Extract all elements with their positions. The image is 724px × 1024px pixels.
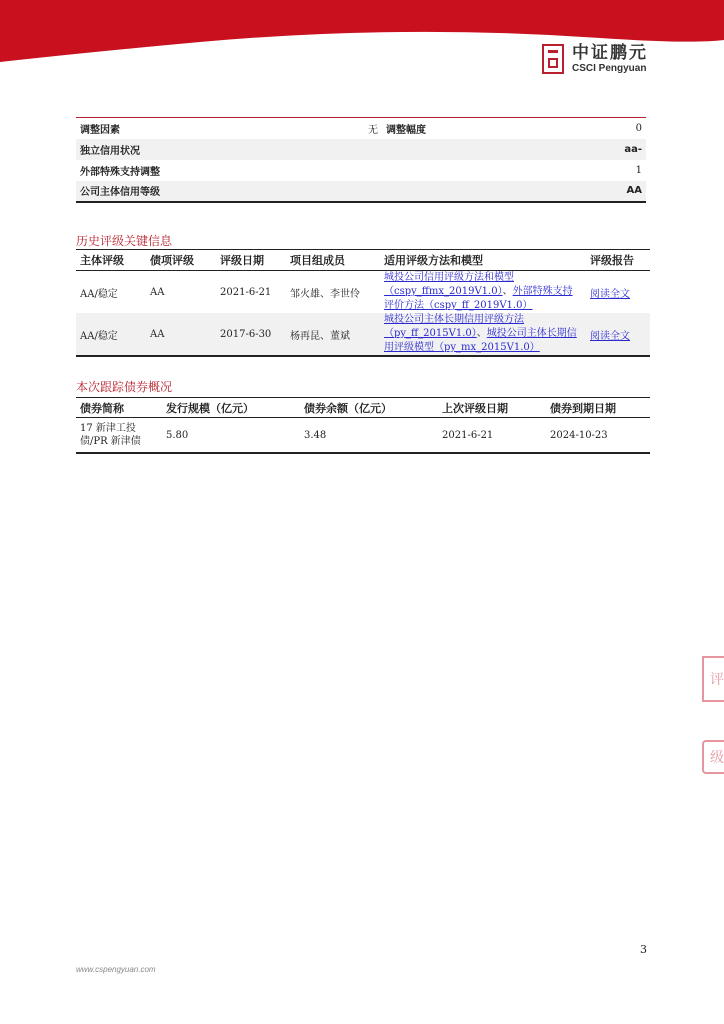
table-row	[76, 160, 646, 181]
table-row	[76, 118, 646, 139]
page-number: 3	[640, 943, 647, 956]
team-members-cell: 杨再昆、董斌	[286, 313, 380, 356]
bond-overview-table	[76, 397, 650, 454]
method-link[interactable]: 城投公司主体长期信用评级方法（py_ff_2015V1.0）	[384, 314, 524, 339]
independent-credit-value: aa-	[624, 143, 642, 155]
last-rating-date-cell: 2021-6-21	[442, 429, 494, 441]
col-header: 评级日期	[216, 250, 286, 271]
issuer-rating-value: AA	[626, 185, 642, 196]
maturity-date-cell: 2024-10-23	[550, 429, 608, 441]
external-support-label: 外部特殊支持调整	[80, 166, 160, 178]
col-header: 债券简称	[76, 398, 162, 418]
bond-rating-cell: AA	[150, 286, 165, 298]
adjustment-factor-label: 调整因素	[80, 124, 120, 136]
col-header: 评级报告	[586, 250, 650, 271]
col-header: 适用评级方法和模型	[380, 250, 586, 271]
read-report-link[interactable]: 阅读全文	[590, 288, 630, 300]
method-link[interactable]: 城投公司信用评级方法和模型（cspy_ffmx_2019V1.0）	[384, 272, 514, 297]
bonds-section-title: 本次跟踪债券概况	[76, 380, 173, 394]
external-support-value: 1	[635, 164, 642, 176]
footer-url: www.cspengyuan.com	[76, 965, 156, 974]
method-separator: 、	[502, 286, 513, 297]
company-logo	[542, 42, 648, 76]
method-link[interactable]: 外部特殊支持评价方法（cspy_ff_2019V1.0）	[384, 286, 573, 311]
col-header: 债项评级	[146, 250, 216, 271]
col-header: 债券到期日期	[546, 398, 650, 418]
col-header: 债券余额（亿元）	[300, 398, 438, 418]
adjustment-range-label: 调整幅度	[386, 124, 426, 136]
adjustment-range-value: 0	[635, 122, 642, 134]
bond-rating-cell: AA	[146, 313, 216, 356]
balance-cell: 3.48	[304, 429, 327, 441]
rating-history-table	[76, 249, 650, 357]
issuer-rating-cell: AA/稳定	[80, 288, 118, 300]
method-cell	[380, 313, 586, 356]
col-header: 上次评级日期	[438, 398, 546, 418]
col-header: 主体评级	[76, 250, 146, 271]
table-header-row	[76, 250, 650, 271]
issuer-rating-label: 公司主体信用等级	[80, 187, 160, 198]
issuer-rating-cell: AA/稳定	[76, 313, 146, 356]
table-row	[76, 139, 646, 160]
seal-stamp: 级	[702, 740, 724, 774]
table-row	[76, 418, 650, 454]
history-section-title: 历史评级关键信息	[76, 234, 173, 248]
table-row	[76, 313, 650, 356]
rating-adjustment-table	[76, 117, 646, 203]
col-header: 项目组成员	[286, 250, 380, 271]
seal-stamp: 评	[702, 656, 724, 702]
report-cell	[586, 271, 650, 314]
method-cell	[380, 271, 586, 314]
team-members-cell: 邹火雄、李世伶	[290, 288, 360, 300]
independent-credit-label: 独立信用状况	[80, 145, 140, 157]
col-header: 发行规模（亿元）	[162, 398, 300, 418]
bond-name-cell: 17 新津工投债/PR 新津债	[80, 423, 141, 447]
method-link[interactable]: 城投公司主体长期信用评级模型（py_mx_2015V1.0）	[384, 328, 577, 353]
table-row	[76, 181, 646, 202]
method-separator: 、	[476, 328, 487, 339]
adjustment-factor-value: 无	[368, 124, 378, 136]
read-report-link[interactable]: 阅读全文	[590, 330, 630, 342]
report-cell	[586, 313, 650, 356]
table-row	[76, 271, 650, 314]
issue-size-cell: 5.80	[166, 429, 189, 441]
rating-date-cell: 2021-6-21	[220, 286, 272, 298]
table-header-row	[76, 398, 650, 418]
logo-chinese-name: 中证鹏元	[572, 43, 648, 63]
logo-mark-icon	[542, 44, 564, 74]
logo-english-name: CSCI Pengyuan	[572, 63, 647, 74]
rating-date-cell: 2017-6-30	[216, 313, 286, 356]
